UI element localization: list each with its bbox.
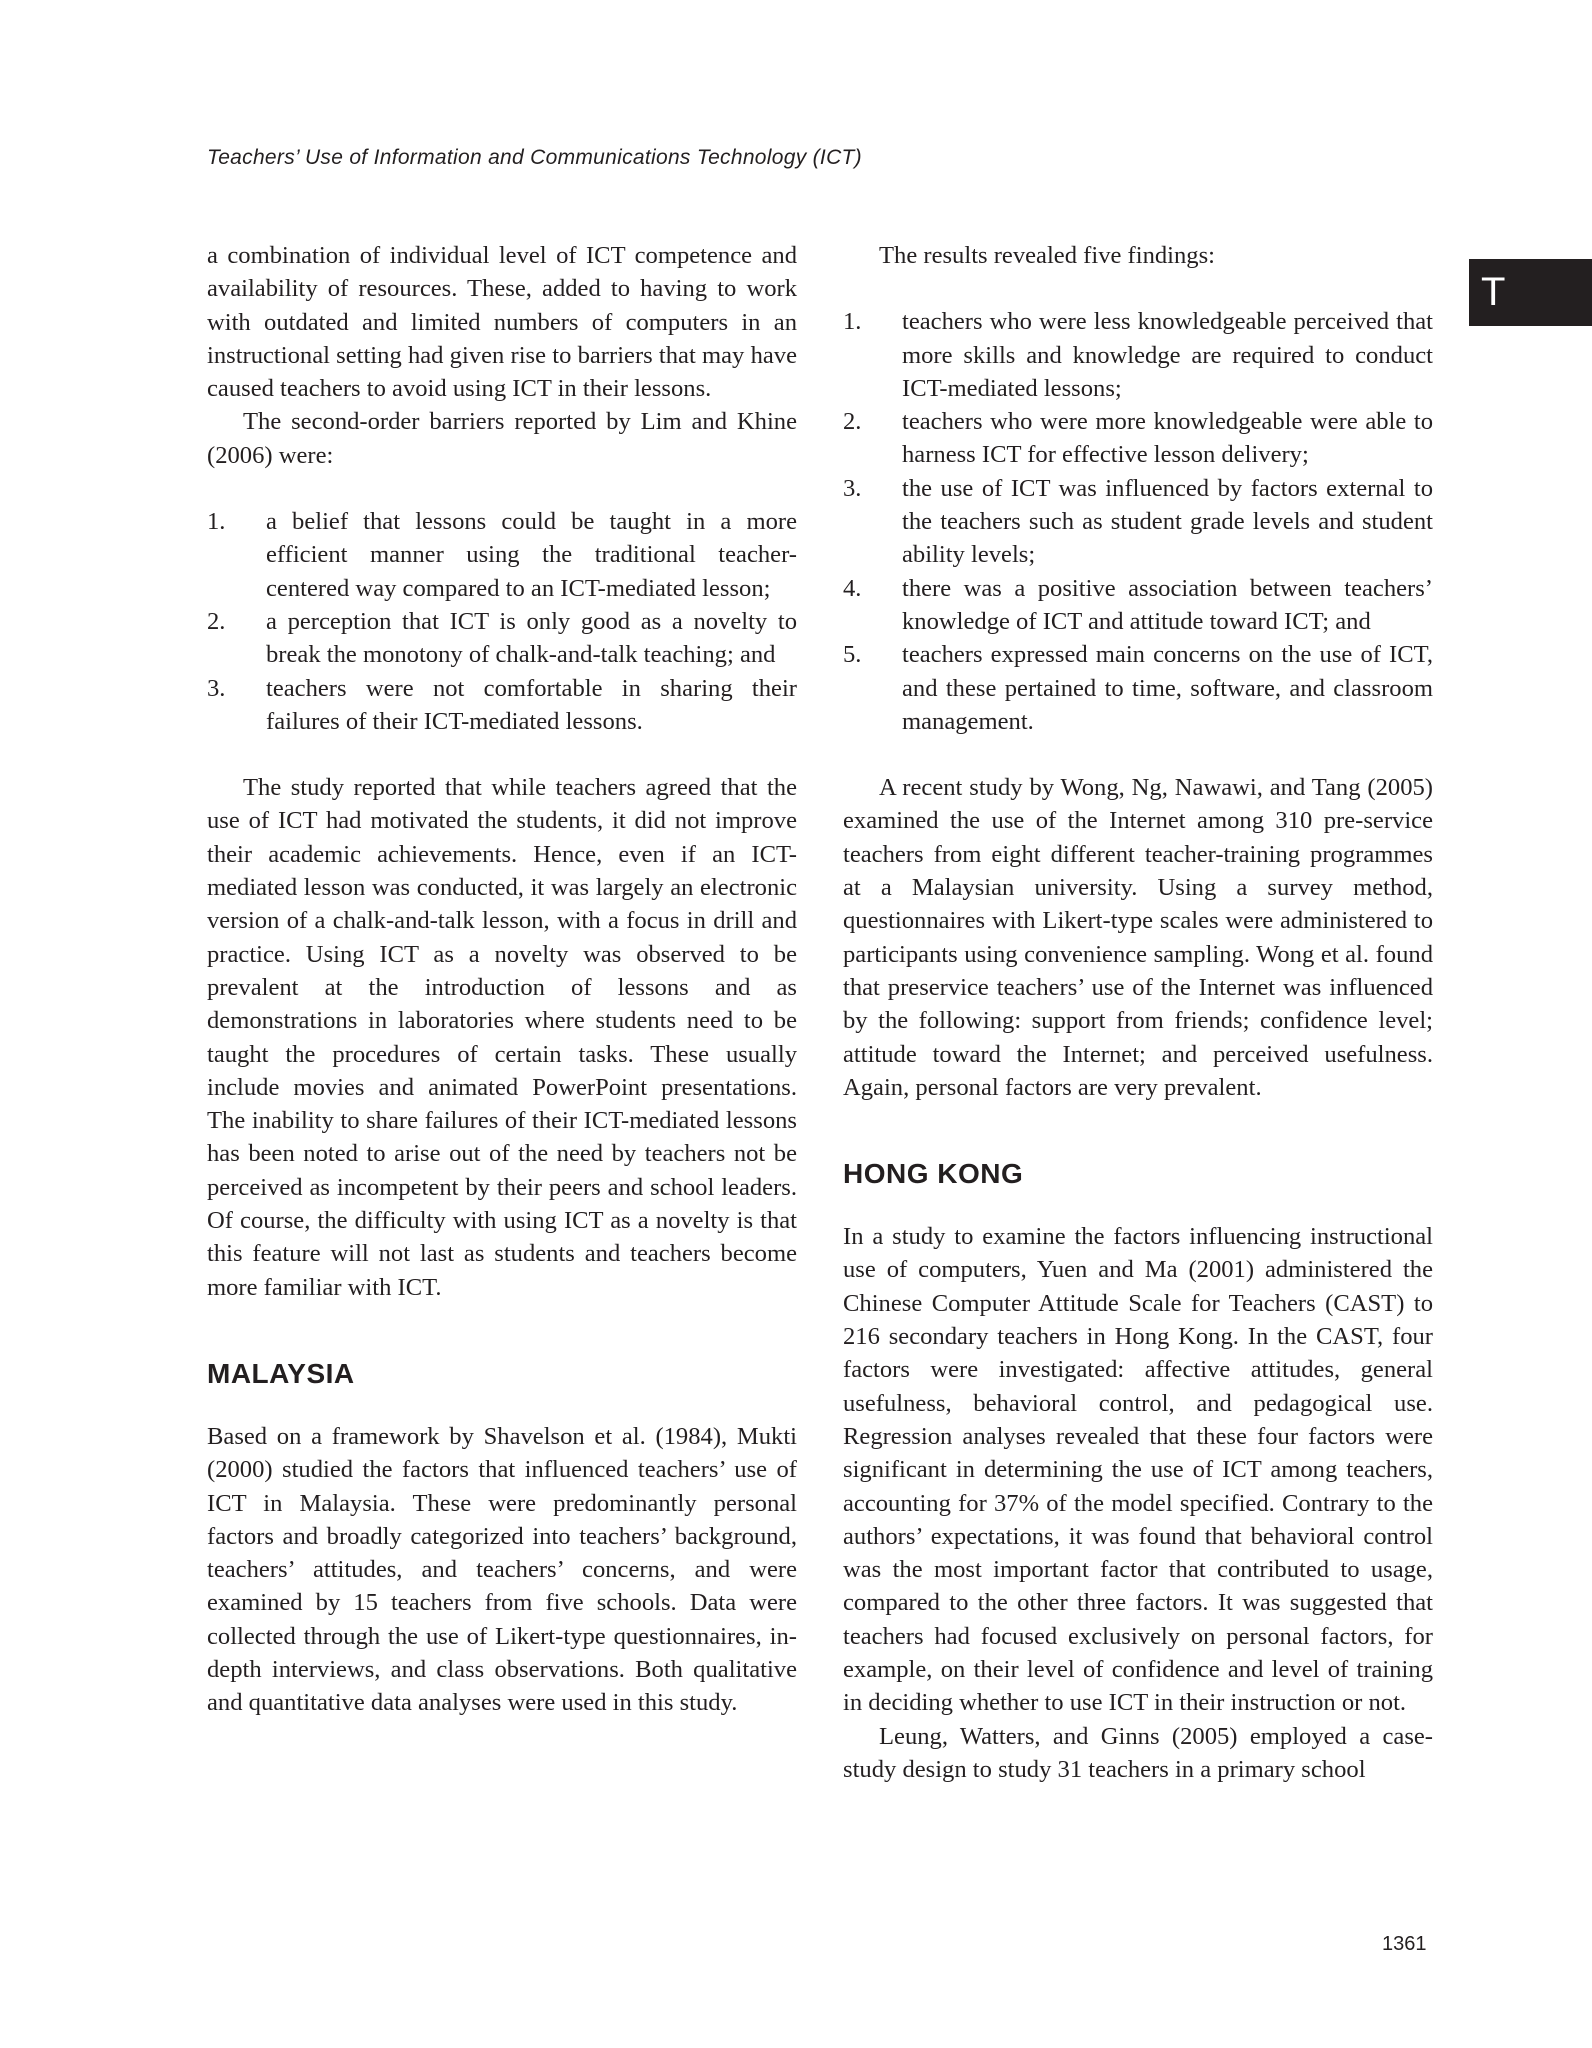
findings-list — [843, 305, 1433, 738]
section-heading-malaysia: MALAYSIA — [207, 1357, 355, 1389]
page-number: 1361 — [1382, 1933, 1427, 1955]
list-text: a belief that lessons could be taught in a more efficient manner using the traditional teacher-centered way compared to an ICT-mediated lesson; — [266, 508, 797, 602]
list-item — [843, 405, 1433, 472]
list-item — [207, 672, 797, 739]
list-text: a perception that ICT is only good as a novelty to break the monotony of chalk-and-talk teaching; and — [266, 607, 797, 669]
malaysia-paragraph: Based on a framework by Shavelson et al. (1984), Mukti (2000) studied the factors that influenced teachers’ use of ICT in Malaysia. These were predominantly personal factors and broadly categorized into teachers’ background, teachers’ attitudes, and teachers’ concerns, and were examined by 15 teachers from five schools. Data were collected through the use of Likert-type questionnaires, in-depth interviews, and class observations. Both qualitative and quantitative data analyses were used in this study. — [207, 1422, 797, 1717]
list-item — [843, 572, 1433, 639]
list-text: there was a positive association between teachers’ knowledge of ICT and attitude toward ICT; and — [902, 574, 1433, 635]
list-number: 2. — [207, 607, 226, 635]
list-number: 2. — [843, 408, 862, 436]
list-item — [207, 605, 797, 672]
section-heading-hong-kong: HONG KONG — [843, 1158, 1024, 1190]
list-item — [843, 305, 1433, 405]
wong-paragraph: A recent study by Wong, Ng, Nawawi, and Tang (2005) examined the use of the Internet among 310 pre-service teachers from eight different teacher-training programmes at a Malaysian university. Using a survey method, questionnaires with Likert-type scales were administered to participants using convenience sampling. Wong et al. found that preservice teachers’ use of the Internet was influenced by the following: support from friends; confidence level; attitude toward the Internet; and perceived usefulness. Again, personal factors are very prevalent. — [843, 774, 1433, 1101]
list-item — [207, 505, 797, 605]
intro-paragraph: a combination of individual level of ICT competence and availability of resources. These, added to having to work with outdated and limited numbers of computers in an instructional setting had given rise to barriers that may have caused teachers to avoid using ICT in their lessons. — [207, 242, 797, 403]
list-text: teachers who were less knowledgeable perceived that more skills and knowledge are required to conduct ICT-mediated lessons; — [902, 308, 1433, 402]
list-number: 3. — [207, 674, 226, 702]
list-number: 3. — [843, 474, 862, 502]
running-head: Teachers’ Use of Information and Communications Technology (ICT) — [207, 146, 862, 169]
leung-paragraph: Leung, Watters, and Ginns (2005) employed a case-study design to study 31 teachers in a primary school — [843, 1722, 1433, 1783]
left-column — [207, 239, 797, 1720]
right-column — [843, 239, 1433, 1786]
study-paragraph: The study reported that while teachers agreed that the use of ICT had motivated the students, it did not improve their academic achievements. Hence, even if an ICT-mediated lesson was conducted, it was largely an electronic version of a chalk-and-talk lesson, with a focus in drill and practice. Using ICT as a novelty was observed to be prevalent at the introduction of lessons and as demonstrations in laboratories where students need to be taught the procedures of certain tasks. These usually include movies and animated PowerPoint presentations. The inability to share failures of their ICT-mediated lessons has been noted to arise out of the need by teachers not be perceived as incompetent by their peers and school leaders. Of course, the difficulty with using ICT as a novelty is that this feature will not last as students and teachers become more familiar with ICT. — [207, 774, 797, 1301]
list-number: 4. — [843, 574, 862, 602]
section-tab: T — [1469, 259, 1592, 326]
barriers-intro: The second-order barriers reported by Lim and Khine (2006) were: — [207, 408, 797, 469]
list-text: teachers who were more knowledgeable were able to harness ICT for effective lesson delivery; — [902, 408, 1433, 469]
list-number: 1. — [207, 508, 226, 536]
findings-intro: The results revealed five findings: — [879, 242, 1216, 269]
hongkong-paragraph: In a study to examine the factors influencing instructional use of computers, Yuen and Ma (2001) administered the Chinese Computer Attitude Scale for Teachers (CAST) to 216 secondary teachers in Hong Kong. In the CAST, four factors were investigated: affective attitudes, general usefulness, behavioral control, and pedagogical use. Regression analyses revealed that these four factors were significant in determining the use of ICT among teachers, accounting for 37% of the model specified. Contrary to the authors’ expectations, it was found that behavioral control was the most important factor that contributed to usage, compared to the other three factors. It was suggested that teachers had focused exclusively on personal factors, for example, on their level of confidence and level of training in deciding whether to use ICT in their instruction or not. — [843, 1223, 1433, 1717]
list-number: 1. — [843, 308, 862, 336]
list-text: the use of ICT was influenced by factors external to the teachers such as student grade levels and student ability levels; — [902, 474, 1433, 569]
barriers-list — [207, 505, 797, 738]
list-item — [843, 638, 1433, 738]
list-text: teachers expressed main concerns on the use of ICT, and these pertained to time, software, and classroom management. — [902, 641, 1433, 735]
list-text: teachers were not comfortable in sharing their failures of their ICT-mediated lessons. — [266, 674, 797, 735]
list-item — [843, 472, 1433, 572]
list-number: 5. — [843, 641, 862, 669]
